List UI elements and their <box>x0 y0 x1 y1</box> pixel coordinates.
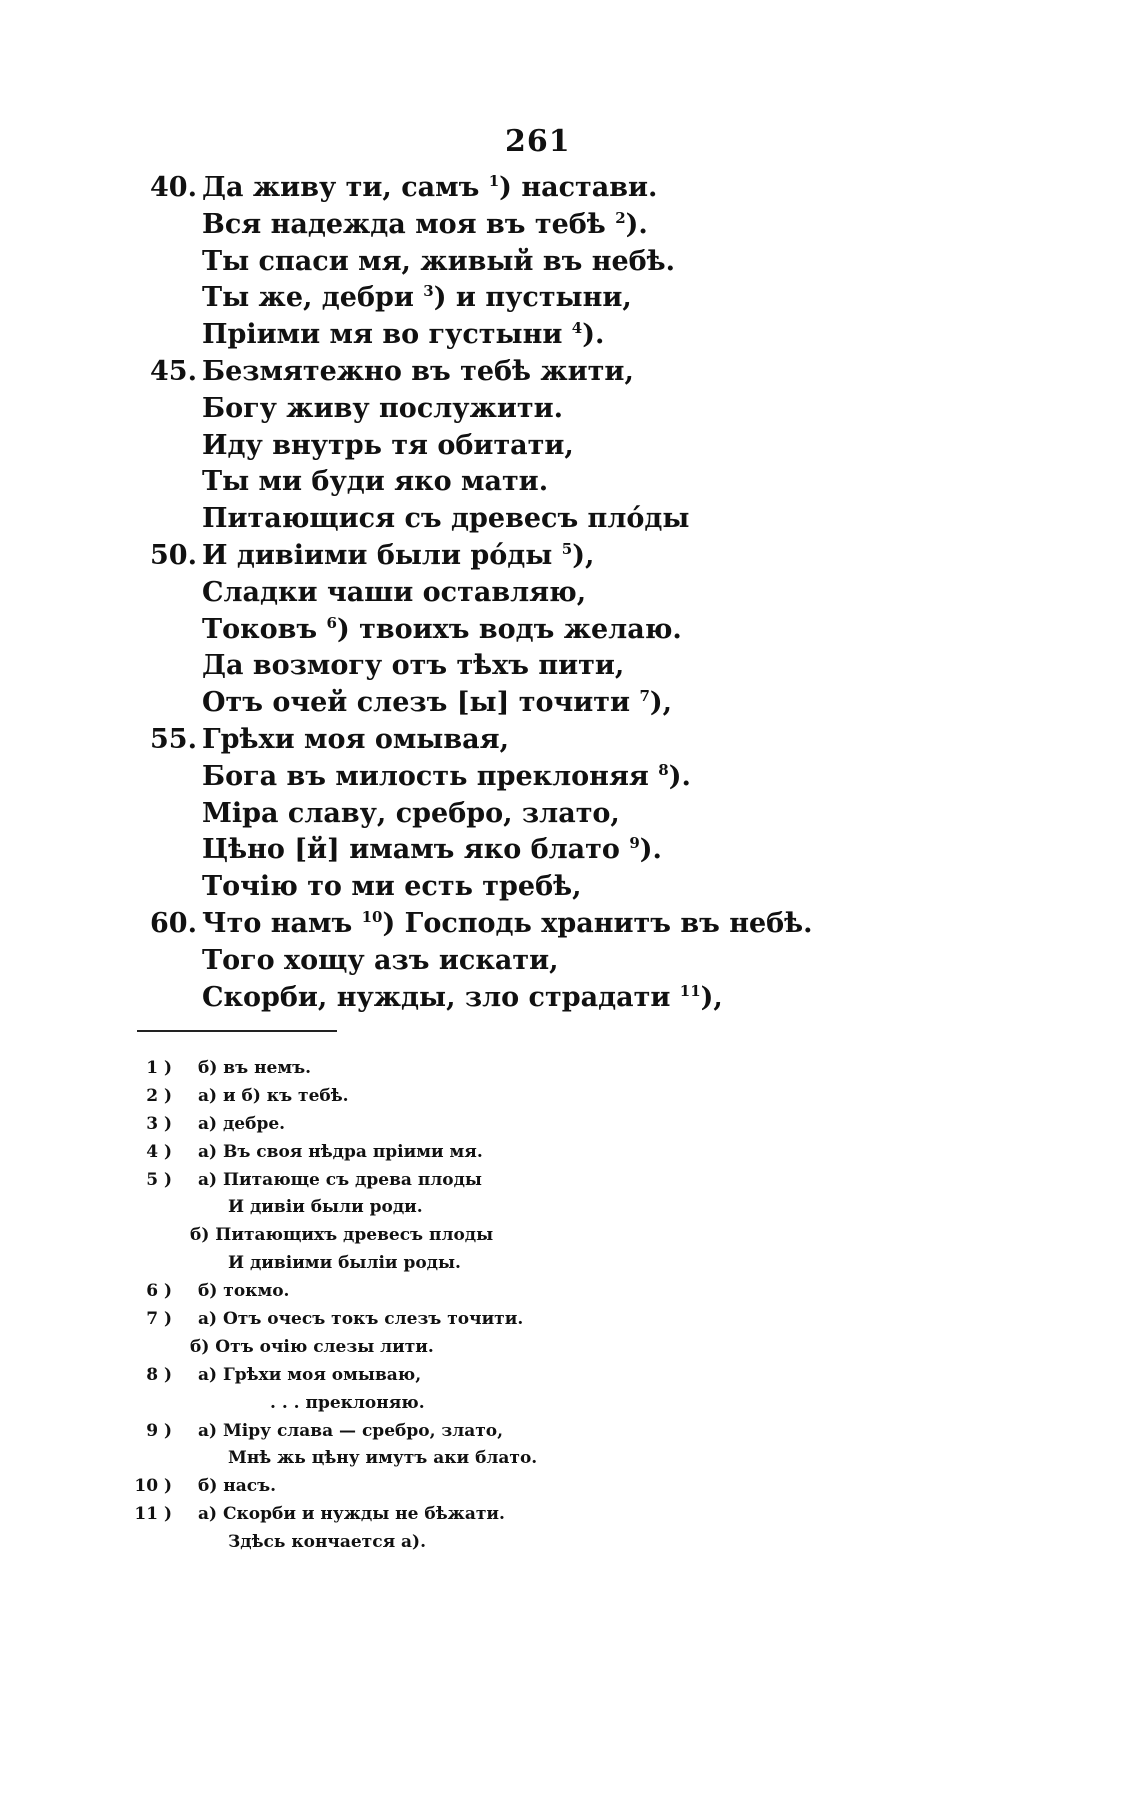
verse-text <box>202 538 594 575</box>
verse-text <box>202 207 648 244</box>
verse-text <box>202 722 509 759</box>
verse-words: Грѣхи моя омывая, <box>202 723 509 755</box>
footnote-marker: 5 <box>561 539 573 558</box>
footnote-text: Мнѣ жь цѣну имутъ аки блато. <box>228 1448 538 1469</box>
footnote-marker: 3 <box>423 282 434 301</box>
verse-line <box>150 464 1050 501</box>
footnote-number: 11 ) <box>134 1504 172 1525</box>
verse-words: Отъ очей слезъ [ы] точити <box>202 687 631 719</box>
verse-line <box>150 796 1050 833</box>
footnote-text: а) Въ своя нѣдра пріими мя. <box>198 1141 483 1162</box>
footnote-number: 10 ) <box>134 1476 172 1497</box>
footnote-text: а) Грѣхи моя омываю, <box>198 1364 422 1385</box>
verse-tail: ). <box>582 319 605 351</box>
verse-text <box>202 685 672 722</box>
footnote-line <box>146 1055 1000 1083</box>
verse-tail: ) и пустыни, <box>433 282 632 314</box>
verse-text <box>202 943 559 980</box>
verse-number: 50. <box>150 539 197 571</box>
verse-text <box>202 575 586 612</box>
footnote-text: а) Питающе съ древа плоды <box>198 1169 482 1190</box>
footnote-line <box>150 1222 1000 1250</box>
verse-words: Ты ми буди яко мати. <box>202 466 549 498</box>
footnote-marker: 2 <box>615 208 626 227</box>
verse-words: Да возмогу отъ тѣхъ пити, <box>202 650 625 682</box>
verse-words: Того хощу азъ искати, <box>202 944 559 976</box>
verse-words: Бога въ милость преклоняя <box>202 760 649 792</box>
footnote-text: И дивіими быліи роды. <box>228 1253 461 1274</box>
verse-line <box>150 280 1050 317</box>
verse-line <box>150 832 1050 869</box>
verse-words: Цѣно [й] имамъ яко блато <box>202 834 620 866</box>
verse-words: Иду внутрь тя обитати, <box>202 429 574 461</box>
verse-line <box>150 943 1050 980</box>
footnote-text: а) и б) къ тебѣ. <box>198 1085 349 1106</box>
footnote-number: 1 ) <box>146 1058 172 1078</box>
verse-tail: ) Господь хранитъ въ небѣ. <box>382 907 813 939</box>
footnote-text: а) Скорби и нужды не бѣжати. <box>198 1504 505 1525</box>
verse-words: Да живу ти, самъ <box>202 172 480 203</box>
verse-line <box>150 648 1050 685</box>
footnote-text: а) Отъ очесъ токъ слезъ точити. <box>198 1309 524 1330</box>
footnote-marker: 4 <box>571 319 583 338</box>
footnote-number: 3 ) <box>146 1113 172 1134</box>
footnote-text: а) Міру слава — сребро, злато, <box>198 1420 504 1441</box>
footnote-divider <box>137 1030 337 1032</box>
footnote-number: 9 ) <box>146 1420 172 1441</box>
verse-tail: ). <box>625 208 648 240</box>
verse-words: Питающися съ древесъ плóды <box>202 503 690 535</box>
footnote-marker: 1 <box>488 172 500 190</box>
footnote-line <box>134 1473 1000 1501</box>
verse-text <box>202 354 634 391</box>
footnote-text: а) дебре. <box>198 1113 286 1134</box>
verse-tail: ). <box>639 834 662 866</box>
verse-words: Пріими мя во густыни <box>202 319 563 351</box>
verse-text <box>202 280 632 317</box>
footnote-line <box>146 1362 1000 1390</box>
footnote-line <box>150 1390 1000 1418</box>
footnote-line <box>150 1250 1000 1278</box>
footnote-marker: 9 <box>629 834 640 853</box>
verse-words: Ты же, дебри <box>202 282 414 314</box>
verse-tail: ) настави. <box>499 172 658 203</box>
verse-text <box>202 869 581 906</box>
footnote-marker: 7 <box>639 687 650 706</box>
footnote-number: 6 ) <box>146 1281 172 1302</box>
verse-text <box>202 612 682 649</box>
verse-line <box>150 538 1050 575</box>
footnote-marker: 6 <box>326 613 337 632</box>
verse-line <box>150 575 1050 612</box>
footnote-block <box>134 1055 1000 1557</box>
verse-words: Токовъ <box>202 613 318 645</box>
verse-line <box>150 906 1050 943</box>
verse-text <box>202 759 691 796</box>
verse-text <box>202 906 813 943</box>
footnote-line <box>146 1418 1000 1446</box>
footnote-line <box>146 1278 1000 1306</box>
verse-line <box>150 980 1050 1017</box>
verse-line <box>150 685 1050 722</box>
footnote-line <box>150 1194 1000 1222</box>
footnote-line <box>134 1501 1000 1529</box>
verse-text <box>202 391 563 428</box>
verse-text <box>202 648 624 685</box>
verse-tail: ), <box>649 687 673 719</box>
footnote-line <box>150 1334 1000 1362</box>
verse-line <box>150 428 1050 465</box>
verse-words: Богу живу послужити. <box>202 392 564 424</box>
verse-text <box>202 428 574 465</box>
footnote-line <box>150 1529 1000 1557</box>
verse-text <box>202 317 604 354</box>
verse-tail: ), <box>700 981 723 1013</box>
verse-number: 55. <box>150 723 197 755</box>
footnote-text: б) токмо. <box>198 1281 290 1302</box>
verse-line <box>150 317 1050 354</box>
footnote-line <box>150 1445 1000 1473</box>
footnote-text: б) насъ. <box>198 1476 277 1497</box>
verse-line <box>150 759 1050 796</box>
verse-words: Точію то ми есть требѣ, <box>202 871 582 903</box>
footnote-marker: 8 <box>658 760 669 779</box>
verse-line <box>150 207 1050 244</box>
verse-tail: ) твоихъ водъ желаю. <box>336 613 682 645</box>
footnote-number: 7 ) <box>146 1309 172 1330</box>
verse-line <box>150 722 1050 759</box>
verse-text <box>202 796 620 833</box>
footnote-number: 5 ) <box>146 1169 172 1190</box>
footnote-number: 8 ) <box>146 1364 172 1385</box>
verse-tail: ), <box>572 539 595 571</box>
footnote-line <box>146 1306 1000 1334</box>
footnote-marker: 11 <box>679 981 701 1000</box>
verse-line <box>150 170 1050 207</box>
verse-words: И дивіими были рóды <box>202 539 553 571</box>
footnote-line <box>146 1111 1000 1139</box>
footnote-number: 4 ) <box>146 1141 172 1162</box>
verse-words: Что намъ <box>202 907 353 939</box>
footnote-text: б) Питающихъ древесъ плоды <box>190 1225 494 1246</box>
footnote-text: И дивіи были роди. <box>228 1197 423 1218</box>
verse-line <box>150 391 1050 428</box>
verse-line <box>150 501 1050 538</box>
verse-words: Скорби, нужды, зло страдати <box>202 981 671 1013</box>
footnote-number: 2 ) <box>146 1085 172 1106</box>
verse-number: 40. <box>150 172 197 203</box>
verse-block <box>150 170 1050 1016</box>
verse-text <box>202 501 689 538</box>
verse-text <box>202 832 662 869</box>
footnote-line <box>146 1083 1000 1111</box>
verse-words: Вся надежда моя въ тебѣ <box>202 208 606 240</box>
footnote-marker: 10 <box>361 907 383 926</box>
verse-words: Безмятежно въ тебѣ жити, <box>202 355 634 387</box>
footnote-text: б) въ немъ. <box>198 1058 312 1078</box>
verse-line <box>150 244 1050 281</box>
verse-words: Сладки чаши оставляю, <box>202 576 587 608</box>
verse-words: Ты спаси мя, живый въ небѣ. <box>202 245 676 277</box>
verse-tail: ). <box>668 760 691 792</box>
verse-line <box>150 354 1050 391</box>
footnote-text: б) Отъ очію слезы лити. <box>190 1336 434 1357</box>
verse-line <box>150 612 1050 649</box>
verse-text <box>202 980 723 1017</box>
page-number: 261 <box>505 124 571 159</box>
footnote-text: . . . преклоняю. <box>270 1392 425 1413</box>
footnote-line <box>146 1139 1000 1167</box>
footnote-line <box>146 1167 1000 1195</box>
verse-words: Міра славу, сребро, злато, <box>202 797 620 829</box>
verse-text <box>202 464 548 501</box>
verse-text <box>202 170 657 207</box>
footnote-text: Здѣсь кончается а). <box>228 1532 427 1553</box>
verse-number: 60. <box>150 907 197 939</box>
verse-text <box>202 244 675 281</box>
verse-line <box>150 869 1050 906</box>
verse-number: 45. <box>150 355 197 387</box>
